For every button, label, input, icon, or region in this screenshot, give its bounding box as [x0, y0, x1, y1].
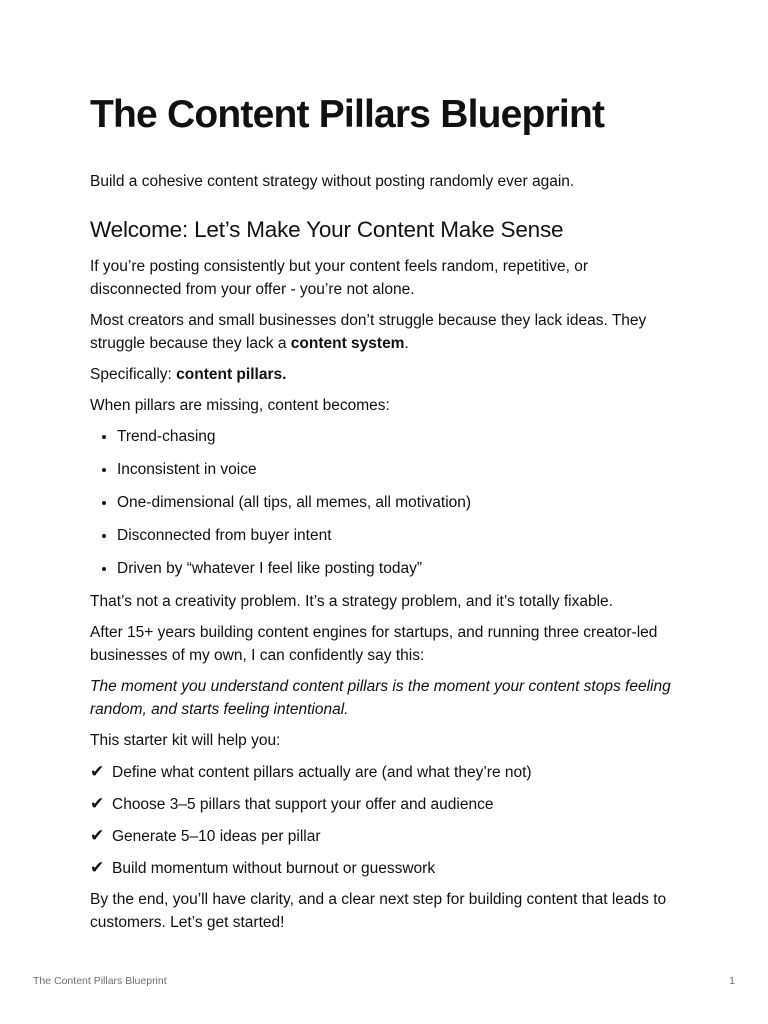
checkmark-icon: ✔	[90, 826, 105, 845]
paragraph-strategy-problem: That’s not a creativity problem. It’s a strategy problem, and it’s totally fixable.	[90, 593, 613, 610]
paragraph-closing: By the end, you’ll have clarity, and a clear next step for building content that leads to customers. Let’s get started!	[90, 891, 667, 931]
list-item: • Trend-chasing	[117, 425, 682, 448]
checklist-item	[90, 824, 682, 848]
list-item: • One-dimensional (all tips, all memes, all motivation)	[117, 491, 682, 514]
paragraph-quote: The moment you understand content pillars is the moment your content stops feeling random, and starts feeling intentional.	[90, 678, 671, 718]
checklist-item-text: Generate 5–10 ideas per pillar	[112, 828, 321, 845]
checklist-item	[90, 792, 682, 816]
checklist-item-text: Build momentum without burnout or guesswork	[112, 860, 436, 877]
footer-document-title: The Content Pillars Blueprint	[33, 975, 167, 987]
paragraph-struggle	[90, 309, 682, 355]
document-title: The Content Pillars Blueprint	[90, 93, 605, 136]
checklist-item-text: Define what content pillars actually are (and what they’re not)	[112, 764, 532, 781]
list-item: • Inconsistent in voice	[117, 458, 682, 481]
list-item: • Disconnected from buyer intent	[117, 524, 682, 547]
paragraph-struggle-text: Most creators and small businesses don’t struggle because they lack ideas. They struggle because they lack a	[90, 312, 647, 352]
content-pillars-bold: content pillars.	[176, 366, 287, 383]
checklist-item	[90, 760, 682, 784]
checklist-item-text: Choose 3–5 pillars that support your offer and audience	[112, 796, 494, 813]
paragraph-experience: After 15+ years building content engines for startups, and running three creator-led businesses of my own, I can confidently say this:	[90, 624, 658, 664]
specifically-label: Specifically:	[90, 366, 177, 383]
welcome-heading: Welcome: Let’s Make Your Content Make Sense	[90, 217, 564, 242]
checkmark-icon: ✔	[90, 762, 105, 781]
paragraph-starter-kit: This starter kit will help you:	[90, 732, 281, 749]
paragraph-specifically	[90, 363, 682, 386]
paragraph-struggle-end: .	[404, 335, 409, 352]
paragraph-intro: If you’re posting consistently but your content feels random, repetitive, or disconnected from your offer - you’re not alone.	[90, 258, 588, 298]
checklist-item	[90, 856, 682, 880]
content-system-bold: content system	[290, 335, 405, 352]
bullet-list	[90, 425, 682, 580]
checkmark-icon: ✔	[90, 794, 105, 813]
document-subtitle: Build a cohesive content strategy without posting randomly ever again.	[90, 173, 575, 190]
paragraph-missing-pillars: When pillars are missing, content becomes:	[90, 397, 390, 414]
document-body	[90, 170, 682, 942]
list-item: • Driven by “whatever I feel like posting today”	[117, 557, 682, 580]
checkmark-icon: ✔	[90, 858, 105, 877]
footer-page-number: 1	[729, 975, 735, 987]
